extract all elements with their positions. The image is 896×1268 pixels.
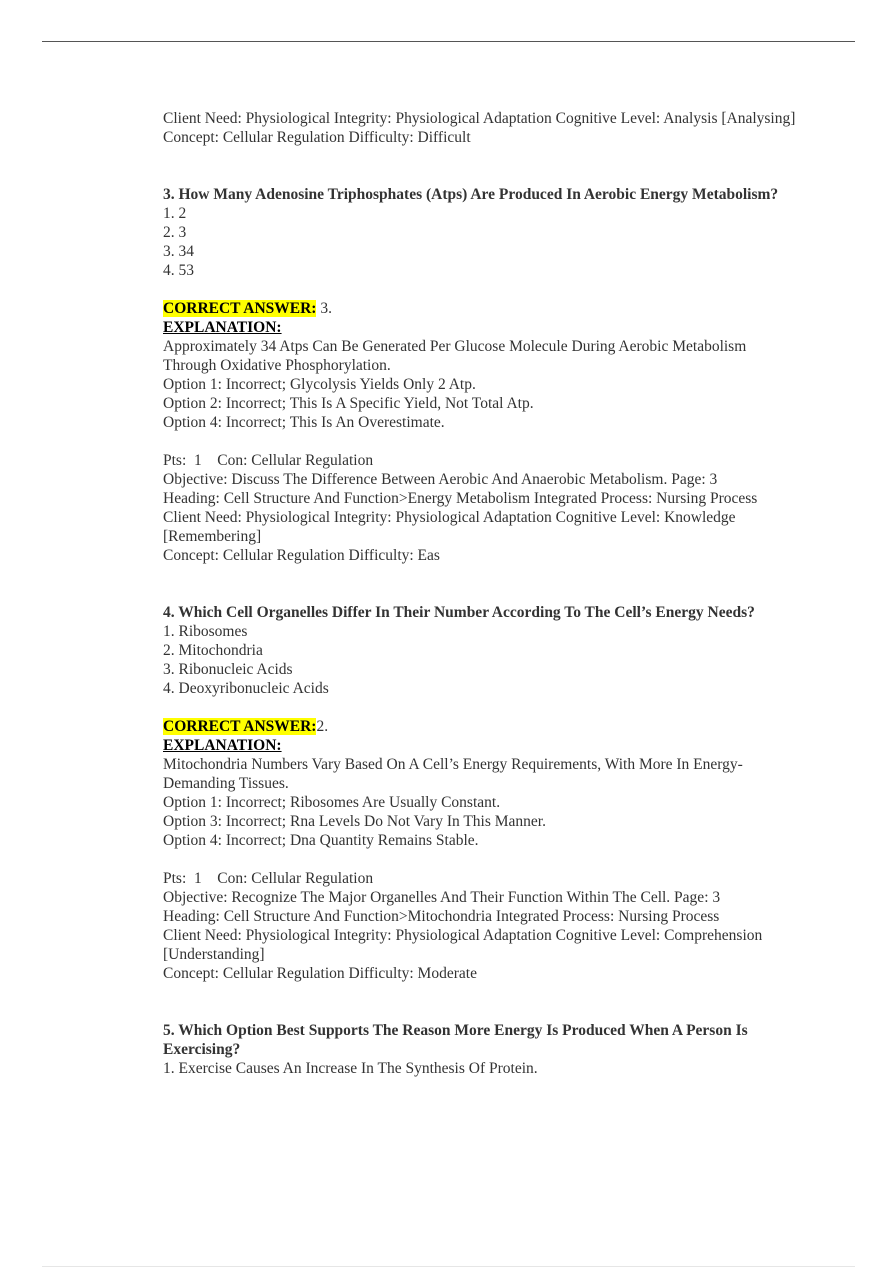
option-item: 2. Mitochondria [163, 642, 263, 659]
correct-answer-label: CORRECT ANSWER: [163, 718, 317, 735]
correct-answer-value: 3. [316, 300, 332, 317]
client-need-line: Client Need: Physiological Integrity: Physiological Adaptation Cognitive Level: Comprehension [Understanding] [163, 927, 763, 963]
rationale-item: Option 1: Incorrect; Ribosomes Are Usually Constant. [163, 794, 501, 811]
explanation-label: EXPLANATION: [163, 737, 282, 754]
option-item: 1. Ribosomes [163, 623, 248, 640]
question-title: 3. How Many Adenosine Triphosphates (Atps) Are Produced In Aerobic Energy Metabolism? [163, 186, 779, 203]
correct-answer [163, 299, 803, 318]
points-line: Pts: 1 Con: Cellular Regulation [163, 452, 374, 469]
bottom-rule [42, 1266, 855, 1267]
question-5 [163, 1021, 803, 1078]
document-body [163, 109, 803, 1078]
intro-concept: Concept: Cellular Regulation Difficulty: Difficult [163, 129, 471, 146]
option-item: 4. Deoxyribonucleic Acids [163, 680, 329, 697]
option-item: 2. 3 [163, 224, 187, 241]
objective-line: Objective: Recognize The Major Organelles And Their Function Within The Cell. Page: 3 [163, 889, 721, 906]
rationale-item: Option 4: Incorrect; This Is An Overestimate. [163, 414, 445, 431]
option-item: 4. 53 [163, 262, 194, 279]
objective-line: Objective: Discuss The Difference Between Aerobic And Anaerobic Metabolism. Page: 3 [163, 471, 718, 488]
points-line: Pts: 1 Con: Cellular Regulation [163, 870, 374, 887]
correct-answer-label: CORRECT ANSWER: [163, 300, 317, 317]
question-title: 4. Which Cell Organelles Differ In Their Number According To The Cell’s Energy Needs? [163, 604, 755, 621]
explanation-text: Approximately 34 Atps Can Be Generated Per Glucose Molecule During Aerobic Metabolism Through Oxidative Phosphorylation. [163, 338, 747, 374]
option-item: 3. Ribonucleic Acids [163, 661, 293, 678]
question-title: 5. Which Option Best Supports The Reason More Energy Is Produced When A Person Is Exercising? [163, 1022, 748, 1058]
option-item: 3. 34 [163, 243, 194, 260]
rationale-item: Option 3: Incorrect; Rna Levels Do Not Vary In This Manner. [163, 813, 546, 830]
heading-line: Heading: Cell Structure And Function>Mitochondria Integrated Process: Nursing Process [163, 908, 720, 925]
concept-line: Concept: Cellular Regulation Difficulty: Eas [163, 547, 440, 564]
heading-line: Heading: Cell Structure And Function>Energy Metabolism Integrated Process: Nursing Process [163, 490, 758, 507]
top-rule [42, 41, 855, 42]
rationale-item: Option 4: Incorrect; Dna Quantity Remains Stable. [163, 832, 479, 849]
correct-answer-value: 2. [316, 718, 329, 735]
correct-answer [163, 717, 803, 736]
concept-line: Concept: Cellular Regulation Difficulty: Moderate [163, 965, 477, 982]
intro-client-need: Client Need: Physiological Integrity: Physiological Adaptation Cognitive Level: Analysis [Analysing] [163, 110, 796, 127]
rationale-item: Option 1: Incorrect; Glycolysis Yields Only 2 Atp. [163, 376, 476, 393]
explanation-label: EXPLANATION: [163, 319, 282, 336]
client-need-line: Client Need: Physiological Integrity: Physiological Adaptation Cognitive Level: Knowledge [Remembering] [163, 509, 736, 545]
rationale-item: Option 2: Incorrect; This Is A Specific Yield, Not Total Atp. [163, 395, 534, 412]
option-item: 1. 2 [163, 205, 187, 222]
explanation-text: Mitochondria Numbers Vary Based On A Cell’s Energy Requirements, With More In Energy-Demanding Tissues. [163, 756, 743, 792]
question-4 [163, 603, 803, 983]
question-3 [163, 185, 803, 565]
option-item: 1. Exercise Causes An Increase In The Synthesis Of Protein. [163, 1060, 538, 1077]
